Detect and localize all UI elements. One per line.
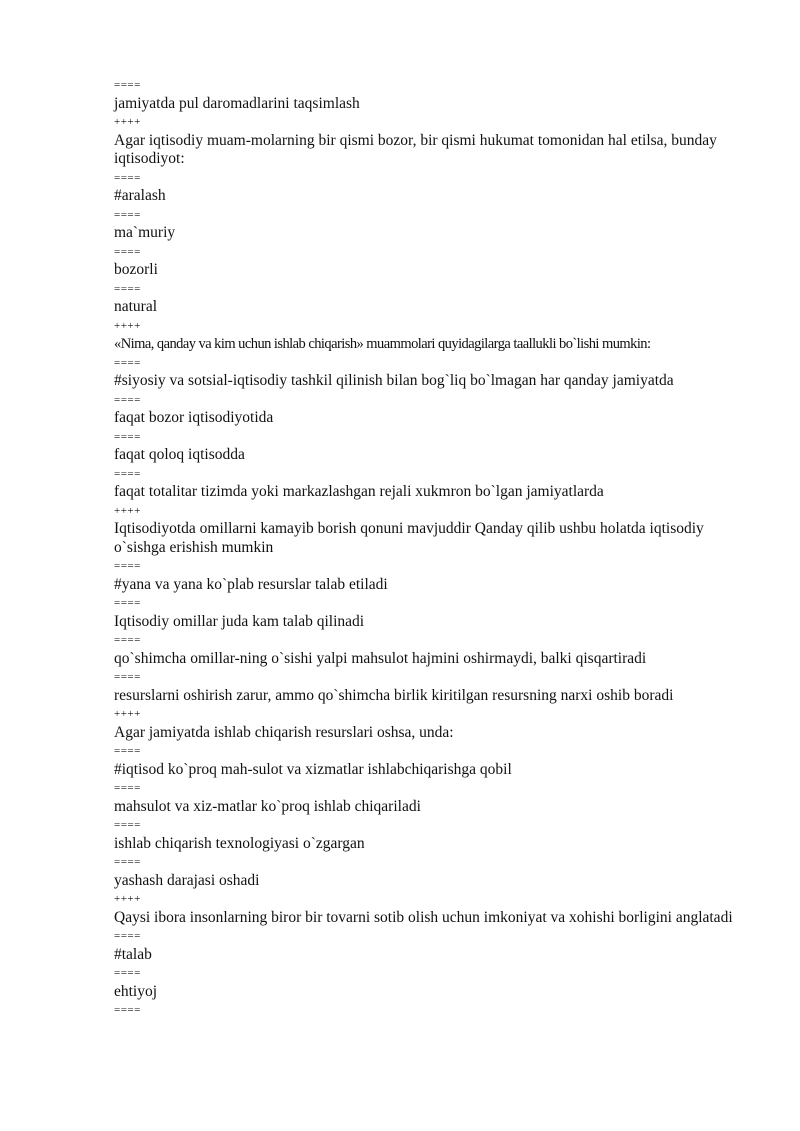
text-line: #talab [114, 945, 152, 963]
separator-line: ==== [114, 430, 141, 443]
text-line: Iqtisodiyotda omillarni kamayib borish qonuni mavjuddir Qanday qilib ushbu holatda iqtisodiy o`sishga erishish mumkin [114, 520, 708, 556]
separator-line: ==== [114, 597, 141, 609]
separator-line: ++++ [114, 116, 141, 128]
text-line: Agar jamiyatda ishlab chiqarish resurslari oshsa, unda: [114, 723, 454, 741]
text-line: jamiyatda pul daromadlarini taqsimlash [114, 94, 360, 112]
separator-line: ++++ [114, 504, 141, 517]
text-line: faqat totalitar tizimda yoki markazlashgan rejali xukmron bo`lgan jamiyatlarda [114, 483, 604, 500]
text-line: #iqtisod ko`proq mah-sulot va xizmatlar ishlabchiqarishga qobil [114, 760, 512, 778]
text-line: #aralash [114, 187, 166, 204]
text-line: «Nima, qanday va kim uchun ishlab chiqarish» muammolari quyidagilarga taallukli bo`lishi mumkin: [114, 336, 651, 352]
document-body [114, 76, 754, 1020]
text-line: faqat qoloq iqtisodda [114, 446, 245, 463]
separator-line: ==== [114, 208, 141, 221]
text-line: natural [114, 298, 158, 315]
separator-line: ==== [114, 282, 141, 295]
separator-line: ==== [114, 171, 141, 184]
separator-line: ++++ [114, 708, 141, 720]
text-line: bozorli [114, 261, 158, 278]
separator-line: ==== [114, 745, 141, 757]
text-line: faqat bozor iqtisodiyotida [114, 409, 274, 426]
separator-line: ++++ [114, 319, 141, 332]
separator-line: ==== [114, 930, 141, 942]
separator-line: ==== [114, 671, 141, 683]
document-page [114, 76, 754, 1020]
text-line: #yana va yana ko`plab resurslar talab etiladi [114, 575, 388, 593]
text-line: qo`shimcha omillar-ning o`sishi yalpi mahsulot hajmini oshirmaydi, balki qisqartiradi [114, 649, 647, 667]
text-line: resurslarni oshirish zarur, ammo qo`shimcha birlik kiritilgan resursning narxi oshib boradi [114, 686, 674, 704]
separator-line: ==== [114, 856, 141, 868]
text-line: ehtiyoj [114, 982, 158, 1000]
separator-line: ++++ [114, 893, 141, 905]
text-line: Qaysi ibora insonlarning biror bir tovarni sotib olish uchun imkoniyat va xohishi borligini anglatadi [114, 908, 733, 926]
separator-line: ==== [114, 79, 141, 91]
separator-line: ==== [114, 967, 141, 979]
separator-line: ==== [114, 393, 141, 406]
separator-line: ==== [114, 245, 141, 258]
separator-line: ==== [114, 782, 141, 794]
separator-line: ==== [114, 356, 141, 369]
separator-line: ==== [114, 467, 141, 480]
text-line: Agar iqtisodiy muam-molarning bir qismi bozor, bir qismi hukumat tomonidan hal etilsa, bunday iqtisodiyot: [114, 131, 721, 167]
text-line: ma`muriy [114, 224, 176, 241]
text-line: #siyosiy va sotsial-iqtisodiy tashkil qilinish bilan bog`liq bo`lmagan har qanday jamiyatda [114, 372, 674, 389]
text-line: ishlab chiqarish texnologiyasi o`zgargan [114, 834, 365, 852]
text-line: mahsulot va xiz-matlar ko`proq ishlab chiqariladi [114, 797, 421, 815]
separator-line: ==== [114, 819, 141, 831]
separator-line: ==== [114, 560, 141, 572]
text-line: yashash darajasi oshadi [114, 871, 260, 889]
text-line: Iqtisodiy omillar juda kam talab qilinadi [114, 612, 365, 630]
separator-line: ==== [114, 634, 141, 646]
separator-line: ==== [114, 1004, 141, 1016]
